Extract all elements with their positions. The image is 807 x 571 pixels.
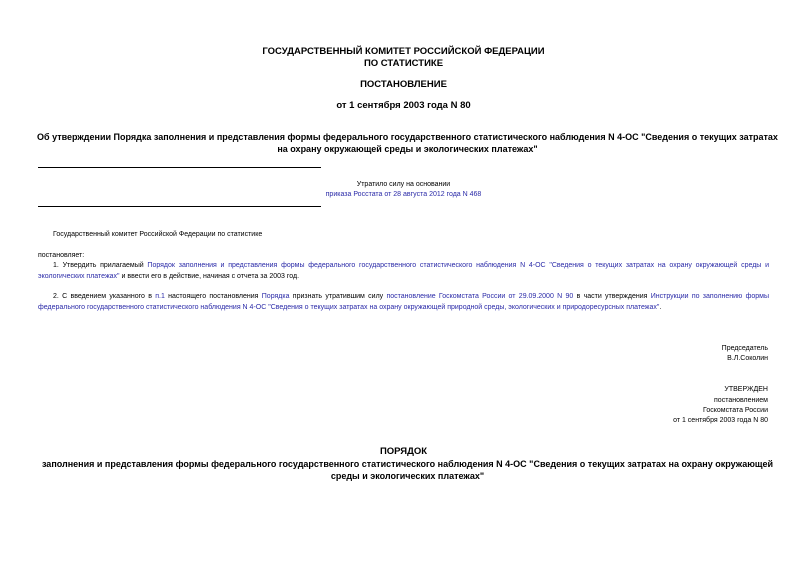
p2-resolution-link[interactable]: постановление Госкомстата России от 29.09.2000 N 90	[386, 293, 574, 300]
p1-prefix: 1. Утвердить прилагаемый	[53, 262, 148, 269]
document-type: ПОСТАНОВЛЕНИЕ	[360, 79, 447, 90]
divider-top	[38, 167, 321, 168]
signature-name: В.Л.Соколин	[727, 355, 768, 362]
approval-line2: постановлением	[714, 397, 768, 404]
status-label: Утратило силу на основании	[356, 181, 451, 188]
signature-role: Председатель	[721, 345, 768, 352]
paragraph-1	[38, 260, 769, 282]
p2-text-d: в части утверждения	[573, 293, 651, 300]
committee-name-line1: ГОСУДАРСТВЕННЫЙ КОМИТЕТ РОССИЙСКОЙ ФЕДЕРАЦИИ	[262, 46, 545, 57]
p1-suffix: и ввести его в действие, начиная с отчета за 2003 год.	[119, 273, 300, 280]
p2-text-e: .	[659, 304, 662, 311]
document-title-line2: на охрану окружающей среды и экологических платежах"	[277, 144, 538, 154]
intro-text: Государственный комитет Российской Федерации по статистике	[53, 231, 263, 238]
p1-order-link[interactable]: Порядок заполнения и представления формы федерального государственного статистического наблюдения N 4-ОС "Сведения о текущих затратах на охрану окружающей среды и экологических платежах"	[38, 262, 769, 280]
status-link[interactable]: приказа Росстата от 28 августа 2012 года N 468	[325, 191, 482, 198]
approval-line4: от 1 сентября 2003 года N 80	[673, 417, 768, 424]
p2-order-link[interactable]: Порядка	[261, 293, 290, 300]
committee-name-line2: ПО СТАТИСТИКЕ	[363, 58, 444, 69]
resolves-text: постановляет:	[38, 252, 85, 259]
order-title-line1: заполнения и представления формы федерального государственного статистического наблюдения N 4-ОС "Сведения о текущих затратах на охрану окружающей	[41, 459, 774, 469]
p2-text-a: 2. С введением указанного в	[53, 293, 156, 300]
document-title-line1: Об утверждении Порядка заполнения и представления формы федерального государственного статистического наблюдения N 4-ОС "Сведения о текущих затратах	[37, 132, 778, 142]
approval-line1: УТВЕРЖДЕН	[724, 386, 768, 393]
paragraph-2	[38, 291, 769, 313]
divider-bottom	[38, 206, 321, 207]
document-date: от 1 сентября 2003 года N 80	[336, 100, 471, 111]
p2-instruction-link[interactable]: Инструкции по заполнению формы федерального государственного статистического наблюдения N 4-ОС "Сведения о текущих затратах на охрану окружающей природной среды, экологических и природоресурсных платежах"	[38, 293, 770, 311]
order-title-line2: среды и экологических платежах"	[330, 471, 485, 481]
p2-text-c: признать утратившим силу	[289, 293, 387, 300]
order-heading: ПОРЯДОК	[379, 446, 428, 457]
p2-clause-link[interactable]: п.1	[155, 293, 165, 300]
p2-text-b: настоящего постановления	[164, 293, 262, 300]
approval-line3: Госкомстата России	[703, 407, 768, 414]
